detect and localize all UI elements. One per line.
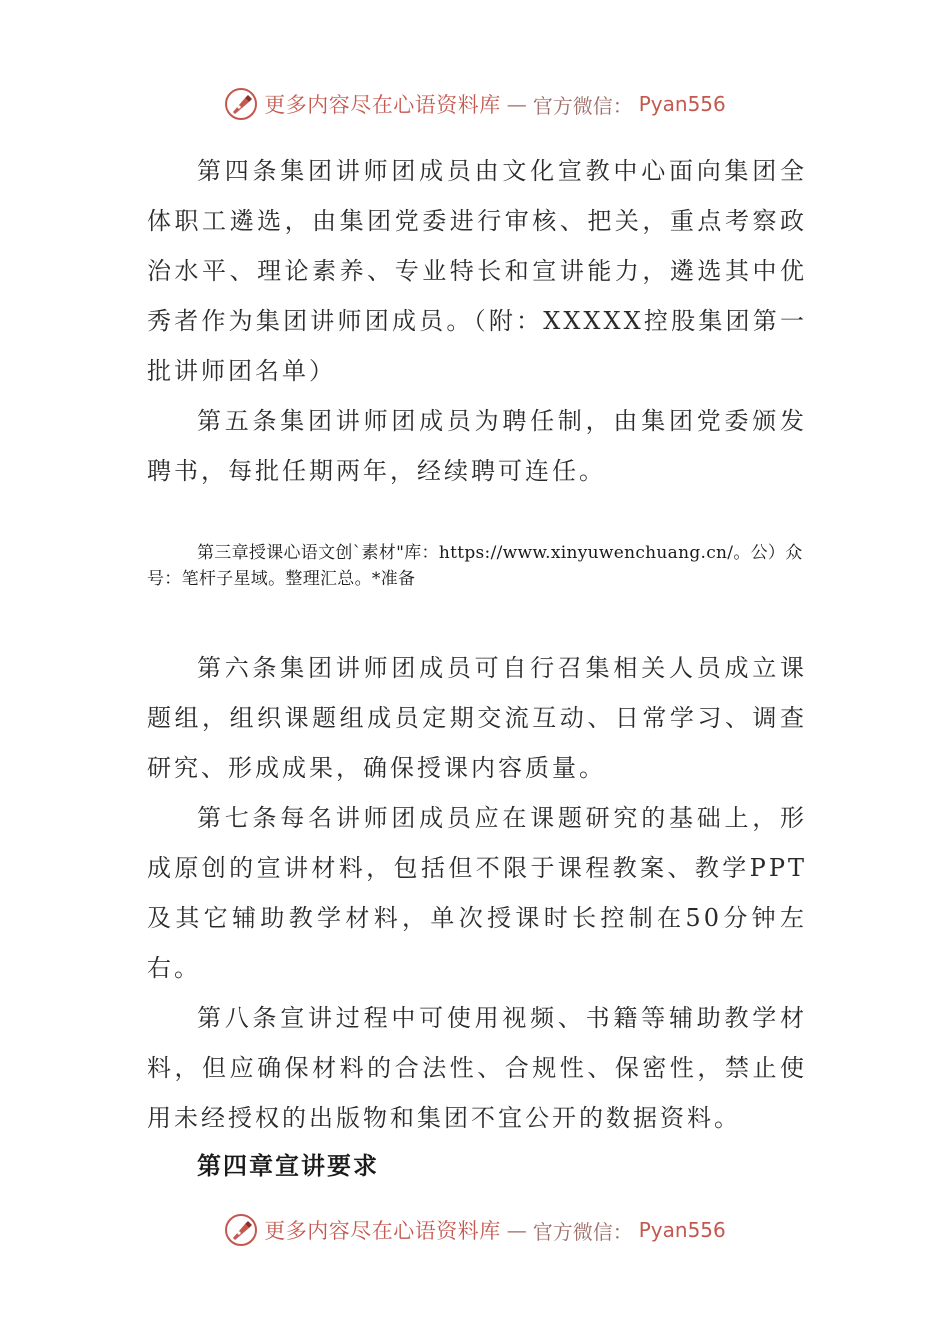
pen-nib-icon xyxy=(224,1213,258,1247)
section-one xyxy=(147,146,807,496)
banner-wechat-id: Pyan556 xyxy=(638,1218,726,1242)
chapter-four-heading: 第四章宣讲要求 xyxy=(197,1152,379,1180)
banner-text: 更多内容尽在心语资料库 xyxy=(264,93,501,117)
banner-official-label: 官方微信： xyxy=(532,93,633,118)
article-eight-paragraph: 第八条宣讲过程中可使用视频、书籍等辅助教学材料，但应确保材料的合法性、合规性、保密性，禁止使用未经授权的出版物和集团不宜公开的数据资料。 xyxy=(147,1004,807,1132)
article-four-paragraph: 第四条集团讲师团成员由文化宣教中心面向集团全体职工遴选，由集团党委进行审核、把关，重点考察政治水平、理论素养、专业特长和宣讲能力，遴选其中优秀者作为集团讲师团成员。（附：XXXXX控股集团第一批讲师团名单） xyxy=(147,157,807,385)
chapter-three-note: 第三章授课心语文创`素材"库：https://www.xinyuwenchuang.cn/。公）众号：笔杆子星域。整理汇总。*准备 xyxy=(147,543,803,589)
section-two xyxy=(147,643,807,1143)
banner-separator: — xyxy=(506,92,527,116)
article-seven-paragraph: 第七条每名讲师团成员应在课题研究的基础上，形成原创的宣讲材料，包括但不限于课程教案、教学PPT及其它辅助教学材料，单次授课时长控制在50分钟左右。 xyxy=(147,804,807,982)
header-banner xyxy=(0,84,950,124)
banner-text: 更多内容尽在心语资料库 xyxy=(264,1219,501,1243)
banner-separator: — xyxy=(506,1218,527,1242)
banner-official-label: 官方微信： xyxy=(532,1219,633,1244)
article-five-paragraph: 第五条集团讲师团成员为聘任制，由集团党委颁发聘书，每批任期两年，经续聘可连任。 xyxy=(147,407,807,485)
pen-nib-icon xyxy=(224,87,258,121)
article-six-paragraph: 第六条集团讲师团成员可自行召集相关人员成立课题组，组织课题组成员定期交流互动、日常学习、调查研究、形成成果，确保授课内容质量。 xyxy=(147,654,807,782)
footer-banner xyxy=(0,1210,950,1250)
banner-wechat-id: Pyan556 xyxy=(638,92,726,116)
